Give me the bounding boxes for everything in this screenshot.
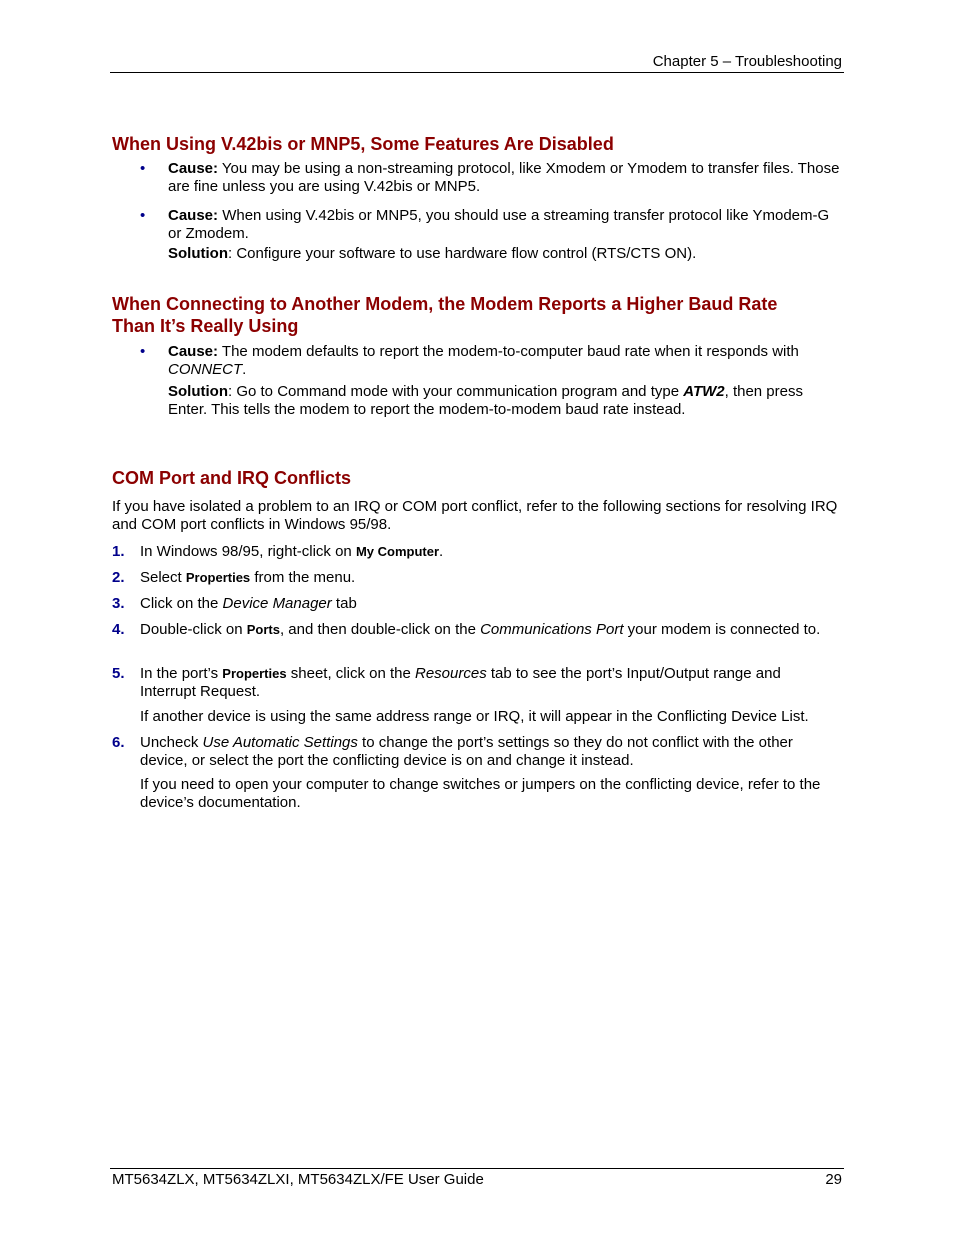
device-manager-label: Device Manager (222, 595, 332, 612)
heading-line: Than It’s Really Using (112, 316, 299, 336)
cause-label: Cause: (168, 343, 219, 360)
section-heading-baud-rate (112, 293, 777, 337)
properties-label: Properties (222, 666, 287, 681)
solution-line (168, 245, 840, 263)
bullet-icon: • (140, 160, 146, 177)
solution-text: : Configure your software to use hardware flow control (RTS/CTS ON). (228, 245, 697, 262)
cause-end: . (242, 361, 247, 378)
intro-paragraph: If you have isolated a problem to an IRQ or COM port conflict, refer to the following sections for resolving IRQ and COM port conflicts in Windows 95/98. (112, 498, 838, 533)
step-number: 2. (112, 569, 125, 586)
cause-text: The modem defaults to report the modem-to-computer baud rate when it responds with (218, 343, 799, 360)
footer-rule (110, 1168, 844, 1169)
running-header: Chapter 5 – Troubleshooting (652, 53, 842, 70)
cause-label: Cause: (168, 207, 219, 224)
section-heading-v42bis: When Using V.42bis or MNP5, Some Features Are Disabled (112, 134, 614, 154)
header-rule (110, 72, 844, 73)
properties-label: Properties (185, 570, 251, 585)
step-number: 1. (112, 543, 125, 560)
solution-text: , then press Enter. This tells the modem to report the modem-to-modem baud rate instead. (168, 383, 803, 418)
step-number: 5. (112, 665, 125, 682)
page-number: 29 (825, 1171, 842, 1188)
solution-text: : Go to Command mode with your communication program and type (228, 383, 684, 400)
solution-label: Solution (168, 245, 228, 262)
step-body: Uncheck Use Automatic Settings to change the port’s settings so they do not conflict with the other device, or select the port the conflicting device is on and change it instead. (140, 734, 793, 769)
step-body: Double-click on Ports, and then double-click on the Communications Port your modem is connected to. (140, 621, 821, 638)
bullet-icon: • (140, 207, 146, 224)
step-body: In Windows 98/95, right-click on My Computer. (140, 543, 444, 560)
bullet-icon: • (140, 343, 146, 360)
step-number: 6. (112, 734, 125, 751)
connect-keyword: CONNECT (168, 361, 243, 378)
atw2-command: ATW2 (683, 383, 725, 400)
step-number: 4. (112, 621, 125, 638)
step-body: In the port’s Properties sheet, click on the Resources tab to see the port’s Input/Output range and Interrupt Request. (140, 665, 781, 700)
resources-label: Resources (415, 665, 487, 682)
step-note: If another device is using the same address range or IRQ, it will appear in the Conflicting Device List. (140, 708, 809, 725)
communications-port-label: Communications Port (480, 621, 624, 638)
footer-title: MT5634ZLX, MT5634ZLXI, MT5634ZLX/FE User Guide (112, 1171, 484, 1188)
use-automatic-settings-label: Use Automatic Settings (202, 734, 358, 751)
heading-line: When Connecting to Another Modem, the Modem Reports a Higher Baud Rate (112, 294, 778, 314)
cause-label: Cause: (168, 160, 219, 177)
cause-text: When using V.42bis or MNP5, you should use a streaming transfer protocol like Ymodem-G or Zmodem. (168, 207, 830, 242)
cause-text: You may be using a non-streaming protocol, like Xmodem or Ymodem to transfer files. Those are fine unless you are using V.42bis or MNP5. (168, 160, 840, 195)
step-body: Click on the Device Manager tab (140, 595, 357, 612)
bullet-body (168, 207, 840, 263)
step-number: 3. (112, 595, 125, 612)
my-computer-label: My Computer (355, 544, 439, 559)
solution-label: Solution (168, 383, 228, 400)
solution-line (168, 383, 840, 419)
section-heading-com-port: COM Port and IRQ Conflicts (112, 468, 352, 488)
bullet-body (168, 343, 840, 419)
step-note: If you need to open your computer to change switches or jumpers on the conflicting device, refer to the device’s documentation. (140, 776, 821, 811)
step-body: Select Properties from the menu. (140, 569, 356, 586)
bullet-body (168, 160, 840, 196)
ports-label: Ports (246, 622, 280, 637)
